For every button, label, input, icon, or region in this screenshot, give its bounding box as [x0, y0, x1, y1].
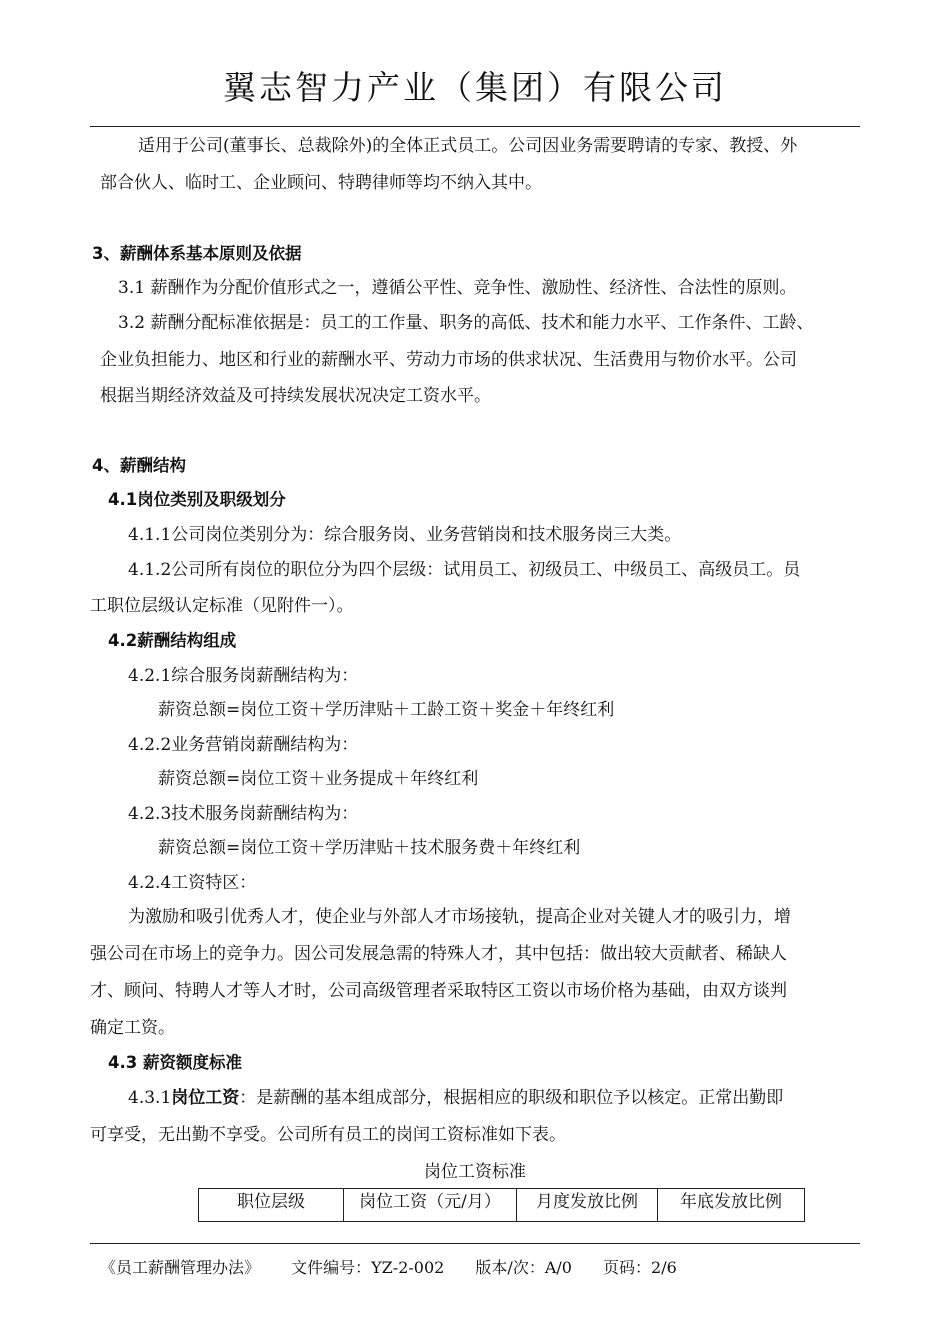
footer-doc-name: 《员工薪酬管理办法》 — [100, 1258, 261, 1277]
section-4-3-1-line-1 — [128, 1081, 783, 1115]
table-header-cell: 岗位工资（元/月） — [344, 1189, 517, 1222]
section-4-3-1-text: ：是薪酬的基本组成部分，根据相应的职级和职位予以核定。正常出勤即 — [239, 1088, 784, 1108]
section-4-3-1-line-2: 可享受，无出勤不享受。公司所有员工的岗闰工资标准如下表。 — [90, 1125, 566, 1145]
footer-version: 版本/次：A/0 — [475, 1258, 572, 1277]
section-4-2-3: 4.2.3技术服务岗薪酬结构为： — [128, 804, 359, 824]
section-4-1-2-line-2: 工职位层级认定标准（见附件一）。 — [90, 596, 354, 616]
footer-file-number: 文件编号：YZ-2-002 — [291, 1258, 445, 1277]
section-4-2-heading: 4.2薪酬结构组成 — [108, 631, 237, 650]
section-4-2-4-line-4: 确定工资。 — [90, 1018, 175, 1038]
table-header-cell: 月度发放比例 — [517, 1189, 658, 1222]
formula-4-2-1: 薪资总额=岗位工资＋学历津贴＋工龄工资＋奖金＋年终红利 — [158, 700, 615, 720]
section-4-2-4: 4.2.4工资特区： — [128, 873, 257, 893]
table-caption: 岗位工资标准 — [424, 1162, 526, 1182]
table-header-cell: 职位层级 — [199, 1189, 344, 1222]
section-4-1-heading: 4.1岗位类别及职级划分 — [108, 490, 286, 509]
company-title: 翼志智力产业（集团）有限公司 — [223, 68, 727, 107]
section-4-3-heading: 4.3 薪资额度标准 — [108, 1053, 242, 1072]
scope-line-2: 部合伙人、临时工、企业顾问、特聘律师等均不纳入其中。 — [100, 173, 542, 193]
section-4-3-1-number: 4.3.1 — [128, 1088, 172, 1108]
header-rule — [90, 126, 860, 127]
section-3-heading: 3、薪酬体系基本原则及依据 — [92, 244, 302, 263]
section-4-1-2-line-1: 4.1.2公司所有岗位的职位分为四个层级：试用员工、初级员工、中级员工、高级员工。员 — [128, 560, 801, 580]
salary-standard-table — [198, 1188, 805, 1222]
section-4-1-1: 4.1.1公司岗位类别分为：综合服务岗、业务营销岗和技术服务岗三大类。 — [128, 525, 682, 545]
section-3-2-line-1: 3.2 薪酬分配标准依据是：员工的工作量、职务的高低、技术和能力水平、工作条件、工龄、 — [118, 313, 814, 333]
formula-4-2-3: 薪资总额=岗位工资＋学历津贴＋技术服务费＋年终红利 — [158, 838, 581, 858]
section-4-heading: 4、薪酬结构 — [92, 456, 186, 475]
section-3-1: 3.1 薪酬作为分配价值形式之一，遵循公平性、竞争性、激励性、经济性、合法性的原则。 — [118, 278, 797, 298]
section-4-2-1: 4.2.1综合服务岗薪酬结构为： — [128, 666, 359, 686]
table-header-row — [199, 1189, 805, 1222]
formula-4-2-2: 薪资总额=岗位工资＋业务提成＋年终红利 — [158, 769, 479, 789]
section-4-3-1-term: 岗位工资 — [171, 1088, 240, 1108]
section-4-2-4-line-2: 强公司在市场上的竞争力。因公司发展急需的特殊人才，其中包括：做出较大贡献者、稀缺人 — [90, 944, 787, 964]
table-header-cell: 年底发放比例 — [658, 1189, 805, 1222]
section-3-2-line-2: 企业负担能力、地区和行业的薪酬水平、劳动力市场的供求状况、生活费用与物价水平。公司 — [100, 350, 797, 370]
section-4-2-4-line-1: 为激励和吸引优秀人才，使企业与外部人才市场接轨，提高企业对关键人才的吸引力，增 — [128, 907, 791, 927]
section-3-2-line-3: 根据当期经济效益及可持续发展状况决定工资水平。 — [100, 386, 491, 406]
section-4-2-4-line-3: 才、顾问、特聘人才等人才时，公司高级管理者采取特区工资以市场价格为基础，由双方谈判 — [90, 981, 787, 1001]
footer-rule — [90, 1243, 860, 1244]
footer-page-number: 页码：2/6 — [603, 1258, 677, 1277]
scope-line-1: 适用于公司(董事长、总裁除外)的全体正式员工。公司因业务需要聘请的专家、教授、外 — [138, 136, 798, 156]
page-footer — [100, 1255, 703, 1278]
section-4-2-2: 4.2.2业务营销岗薪酬结构为： — [128, 735, 359, 755]
